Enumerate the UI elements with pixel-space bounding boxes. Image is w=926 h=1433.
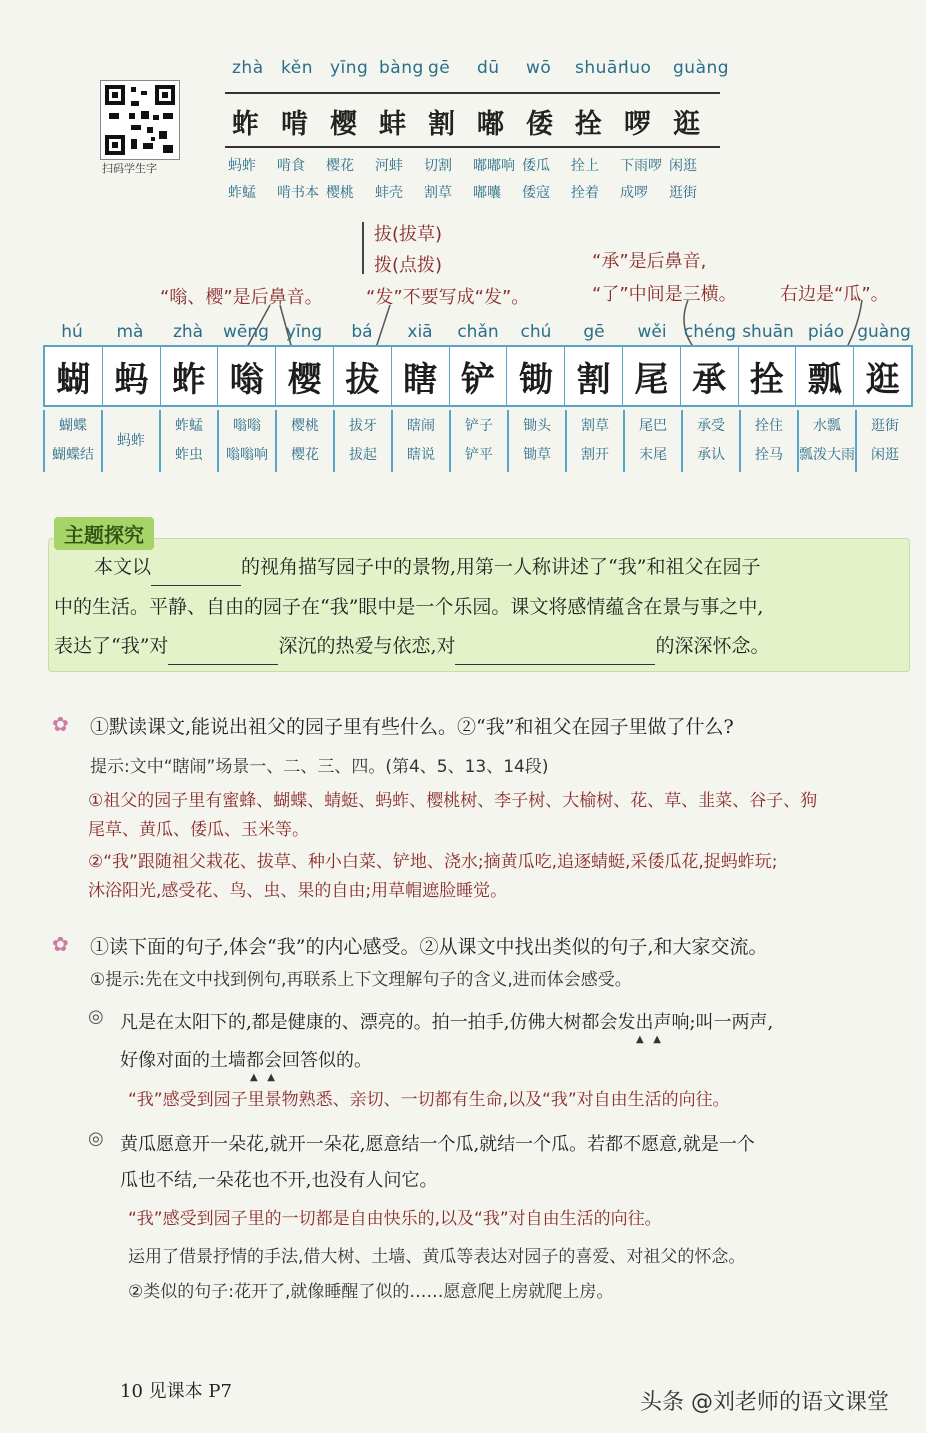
- word-cell: [681, 410, 739, 472]
- top-words2-item: 蚌壳: [375, 185, 403, 201]
- word-item: 樱花: [291, 447, 319, 463]
- word-cell: [623, 410, 681, 472]
- top-chars-item: 嘟: [477, 109, 504, 140]
- top-pinyin-item: dū: [477, 58, 500, 78]
- grid-char: 蚱: [161, 347, 219, 405]
- theme-title: 主题探究: [54, 517, 154, 550]
- top-words2-item: 割草: [424, 185, 452, 201]
- word-cell: [565, 410, 623, 472]
- answer-1b: ②“我”跟随祖父栽花、拔草、种小白菜、铲地、浇水;摘黄瓜吃,追逐蜻蜓,采倭瓜花,捉蚂蚱玩;: [88, 852, 778, 872]
- flower-icon: ✿: [52, 932, 69, 956]
- flower-icon: ✿: [52, 712, 69, 736]
- grid-pinyin-item: piáo: [807, 322, 845, 342]
- hint-1: 提示:文中“瞎闹”场景一、二、三、四。(第4、5、13、14段): [90, 757, 549, 777]
- grid-char: 樱: [276, 347, 334, 405]
- top-words1-item: 蚂蚱: [228, 158, 256, 174]
- top-words2-item: 拴着: [571, 185, 599, 201]
- grid-char: 拴: [739, 347, 797, 405]
- top-words1-item: 闲逛: [669, 158, 697, 174]
- grid-char: 尾: [623, 347, 681, 405]
- circle-bullet: ◎: [88, 1128, 104, 1149]
- word-item: 承受: [697, 418, 725, 434]
- grid-char: 铲: [450, 347, 508, 405]
- word-cell: [449, 410, 507, 472]
- top-words2-item: 逛街: [669, 185, 697, 201]
- top-chars-item: 拴: [575, 109, 602, 140]
- top-pinyin-item: bàng: [379, 58, 424, 78]
- top-chars-item: 割: [428, 109, 455, 140]
- qr-label: 扫码学生字: [102, 162, 157, 175]
- answer-1a-cont: 尾草、黄瓜、倭瓜、玉米等。: [88, 820, 309, 840]
- word-item: 樱桃: [291, 418, 319, 434]
- answer-1a: ①祖父的园子里有蜜蜂、蝴蝶、蜻蜓、蚂蚱、樱桃树、李子树、大榆树、花、草、韭菜、谷子、狗: [88, 791, 818, 811]
- word-cell: [333, 410, 391, 472]
- top-chars-item: 倭: [526, 109, 553, 140]
- note-san: “了”中间是三横。: [592, 284, 737, 305]
- theme-paragraph: 中的生活。平静、自由的园子在“我”眼中是一个乐园。课文将感情蕴含在景与事之中,: [54, 596, 764, 618]
- word-cell: [507, 410, 565, 472]
- answer-s2: “我”感受到园子里的一切都是自由快乐的,以及“我”对自由生活的向往。: [128, 1209, 662, 1229]
- word-item: 拔牙: [349, 418, 377, 434]
- grid-pinyin-item: hú: [61, 322, 83, 342]
- word-cell: [275, 410, 333, 472]
- circle-bullet: ◎: [88, 1006, 104, 1027]
- grid-pinyin-item: guàng: [857, 322, 911, 342]
- question-1: ①默读课文,能说出祖父的园子里有些什么。②“我”和祖父在园子里做了什么?: [90, 716, 734, 738]
- grid-pinyin-item: bá: [351, 322, 373, 342]
- word-cell: [855, 410, 913, 472]
- grid-char: 瓢: [796, 347, 854, 405]
- top-pinyin-item: zhà: [232, 58, 264, 78]
- answer-1b-cont: 沐浴阳光,感受花、鸟、虫、果的自由;用草帽遮脸睡觉。: [88, 881, 508, 901]
- grid-char: 逛: [865, 359, 900, 400]
- note-gua: 右边是“瓜”。: [780, 284, 889, 305]
- word-item: 拴住: [755, 418, 783, 434]
- top-words2-item: 樱桃: [326, 185, 354, 201]
- word-item: 蚱虫: [175, 447, 203, 463]
- sentence-2: 黄瓜愿意开一朵花,就开一朵花,愿意结一个瓜,就结一个瓜。若都不愿意,就是一个: [120, 1134, 755, 1155]
- top-pinyin-item: guàng: [673, 58, 730, 78]
- emphasis-dots: ▲ ▲: [250, 1072, 275, 1083]
- word-item: 割开: [581, 447, 609, 463]
- grid-pinyin-item: shuān: [742, 322, 794, 342]
- word-item: 闲逛: [871, 447, 899, 463]
- top-pinyin-item: wō: [526, 58, 552, 78]
- grid-char: 割: [565, 347, 623, 405]
- note-weng: “嗡、樱”是后鼻音。: [160, 287, 323, 308]
- top-chars-item: 啰: [624, 109, 651, 140]
- top-pinyin-item: luo: [624, 58, 652, 78]
- grid-pinyin-item: gē: [583, 322, 605, 342]
- word-item: 拴马: [755, 447, 783, 463]
- word-item: 铲平: [465, 447, 493, 463]
- grid-pinyin-item: xiā: [407, 322, 433, 342]
- word-item: 蝴蝶结: [52, 447, 94, 463]
- top-words1-item: 嘟嘟响: [473, 158, 515, 174]
- word-item: 锄草: [523, 447, 551, 463]
- question-2: ①读下面的句子,体会“我”的内心感受。②从课文中找出类似的句子,和大家交流。: [90, 936, 768, 958]
- grid-pinyin-item: zhà: [172, 322, 204, 342]
- top-chars-item: 蚱: [232, 109, 259, 140]
- top-pinyin-item: kěn: [281, 58, 313, 78]
- note-bo: 拨(点拨): [374, 255, 443, 276]
- word-item: 蝴蝶: [59, 418, 87, 434]
- grid-pinyin-item: chéng: [683, 322, 737, 342]
- char-grid: [43, 345, 913, 407]
- grid-char: 瞎: [392, 347, 450, 405]
- emphasis-dots: ▲ ▲: [636, 1034, 661, 1045]
- word-item: 末尾: [639, 447, 667, 463]
- word-item: 尾巴: [639, 418, 667, 434]
- hint-2: ①提示:先在文中找到例句,再联系上下文理解句子的含义,进而体会感受。: [90, 970, 632, 990]
- top-words1-item: 切割: [424, 158, 452, 174]
- top-chars-item: 樱: [330, 109, 357, 140]
- top-words2-item: 嘟囔: [473, 185, 501, 201]
- grid-pinyin-item: yīng: [285, 322, 323, 342]
- grid-char: 承: [681, 347, 739, 405]
- word-item: 水瓢: [813, 418, 841, 434]
- top-pinyin-item: yīng: [330, 58, 369, 78]
- word-item: 瞎闹: [407, 418, 435, 434]
- grid-pinyin-item: wēng: [223, 322, 269, 342]
- word-item: 拔起: [349, 447, 377, 463]
- grid-char: 蚂: [103, 347, 161, 405]
- theme-paragraph: 本文以 的视角描写园子中的景物,用第一人称讲述了“我”和祖父在园子: [94, 548, 760, 586]
- grid-char: 锄: [507, 347, 565, 405]
- top-words1-item: 下雨啰: [620, 158, 662, 174]
- watermark: 头条 @刘老师的语文课堂: [640, 1390, 889, 1415]
- answer-s2-similar: ②类似的句子:花开了,就像睡醒了似的……愿意爬上房就爬上房。: [128, 1282, 614, 1302]
- grid-pinyin-item: chǎn: [457, 322, 499, 342]
- word-cell: [101, 410, 159, 472]
- top-words2-item: 成啰: [620, 185, 648, 201]
- page-footer: 10 见课本 P7: [120, 1381, 232, 1402]
- word-item: 嗡嗡: [233, 418, 261, 434]
- grid-pinyin-item: wěi: [637, 322, 667, 342]
- word-grid: [43, 410, 913, 472]
- theme-paragraph: 表达了“我”对 深沉的热爱与依恋,对 的深深怀念。: [54, 627, 770, 665]
- grid-char: 拔: [334, 347, 392, 405]
- sentence-2-cont: 瓜也不结,一朵花也不开,也没有人问它。: [120, 1170, 438, 1191]
- top-words2-item: 啃书本: [277, 185, 319, 201]
- word-cell: [391, 410, 449, 472]
- top-words1-item: 啃食: [277, 158, 305, 174]
- grid-pinyin-item: mà: [116, 322, 144, 342]
- word-item: 铲子: [465, 418, 493, 434]
- word-item: 蚱蜢: [175, 418, 203, 434]
- word-item: 嗡嗡响: [226, 447, 268, 463]
- top-pinyin-item: gē: [428, 58, 451, 78]
- top-words1-item: 河蚌: [375, 158, 403, 174]
- top-words1-item: 樱花: [326, 158, 354, 174]
- word-item: 承认: [697, 447, 725, 463]
- word-cell: [739, 410, 797, 472]
- answer-s1: “我”感受到园子里景物熟悉、亲切、一切都有生命,以及“我”对自由生活的向往。: [128, 1090, 730, 1110]
- top-chars-item: 逛: [673, 109, 700, 140]
- sentence-1-cont: 好像对面的土墙都会回答似的。: [120, 1050, 372, 1071]
- word-item: 锄头: [523, 418, 551, 434]
- word-cell: [797, 410, 855, 472]
- word-cell: [159, 410, 217, 472]
- sentence-1: 凡是在太阳下的,都是健康的、漂亮的。拍一拍手,仿佛大树都会发出声响;叫一两声,: [120, 1012, 774, 1033]
- word-item: 蚂蚱: [117, 432, 145, 449]
- top-chars-item: 啃: [281, 109, 308, 140]
- word-item: 逛街: [871, 418, 899, 434]
- word-item: 瓢泼大雨: [799, 447, 855, 463]
- word-cell: [43, 410, 101, 472]
- note-ba: 拔(拔草): [374, 224, 443, 245]
- top-words1-item: 拴上: [571, 158, 599, 174]
- note-cheng: “承”是后鼻音,: [592, 251, 707, 272]
- top-pinyin-item: shuān: [575, 58, 630, 78]
- grid-pinyin-item: chú: [520, 322, 552, 342]
- top-words2-item: 蚱蜢: [228, 185, 256, 201]
- word-item: 割草: [581, 418, 609, 434]
- grid-char: 蝴: [45, 347, 103, 405]
- top-chars-item: 蚌: [379, 109, 406, 140]
- top-words1-item: 倭瓜: [522, 158, 550, 174]
- note-fa: “发”不要写成“发”。: [366, 287, 530, 308]
- word-item: 瞎说: [407, 447, 435, 463]
- answer-s2-method: 运用了借景抒情的手法,借大树、土墙、黄瓜等表达对园子的喜爱、对祖父的怀念。: [128, 1247, 746, 1267]
- top-words2-item: 倭寇: [522, 185, 550, 201]
- word-cell: [217, 410, 275, 472]
- grid-char: 嗡: [218, 347, 276, 405]
